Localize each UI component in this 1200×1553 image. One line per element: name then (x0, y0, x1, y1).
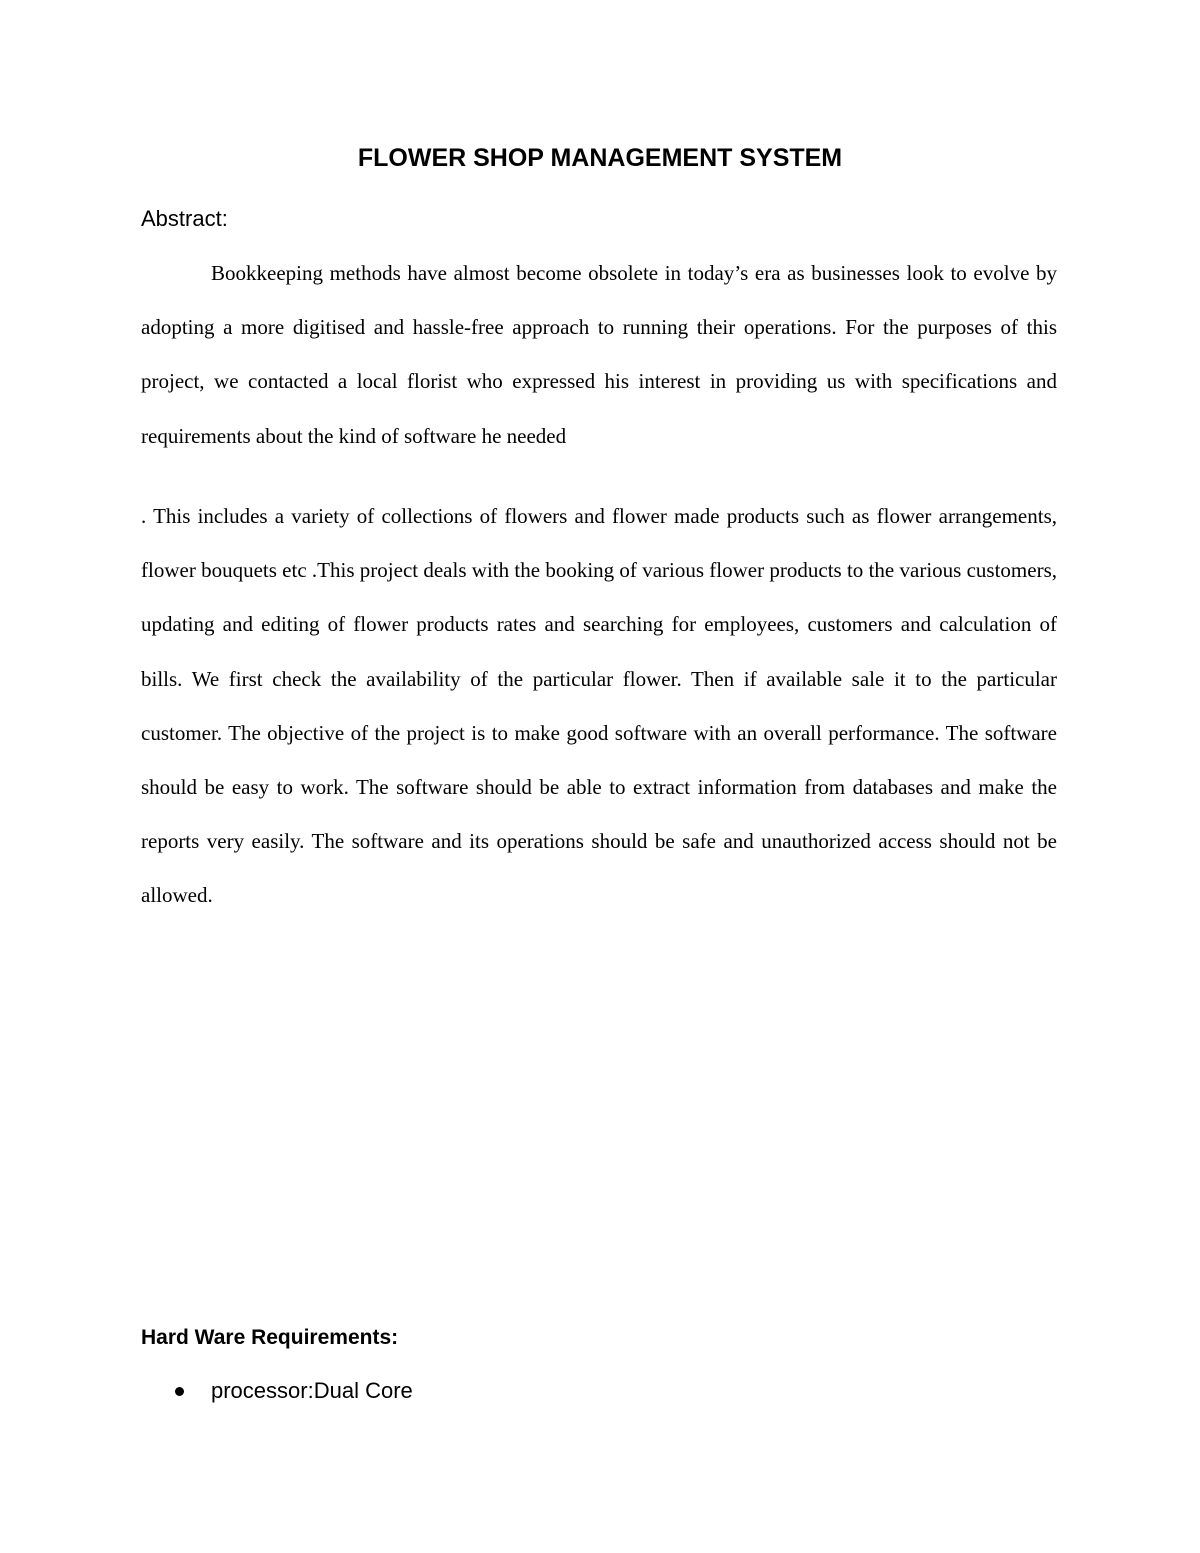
abstract-paragraph-2: . This includes a variety of collections of flowers and flower made products such as flower arrangements, flower bouquets etc .This project deals with the booking of various flower products to the various customers, updating and editing of flower products rates and searching for employees, customers and calculation of bills. We first check the availability of the particular flower. Then if available sale it to the particular customer. The objective of the project is to make good software with an overall performance. The software should be easy to work. The software should be able to extract information from databases and make the reports very easily. The software and its operations should be safe and unauthorized access should not be allowed. (141, 504, 1057, 908)
abstract-paragraph-1: Bookkeeping methods have almost become obsolete in today’s era as businesses look to evolve by adopting a more digitised and hassle-free approach to running their operations. For the purposes of this project, we contacted a local florist who expressed his interest in providing us with specifications and requirements about the kind of software he needed (141, 261, 1057, 448)
bullet-icon (175, 1387, 184, 1396)
document-title: FLOWER SHOP MANAGEMENT SYSTEM (357, 144, 843, 172)
hardware-requirements-heading: Hard Ware Requirements: (141, 1326, 399, 1349)
hardware-requirements-list (141, 1373, 413, 1409)
abstract-label: Abstract: (141, 206, 228, 231)
list-item (141, 1373, 413, 1409)
hardware-item-text: processor:Dual Core (211, 1378, 413, 1403)
